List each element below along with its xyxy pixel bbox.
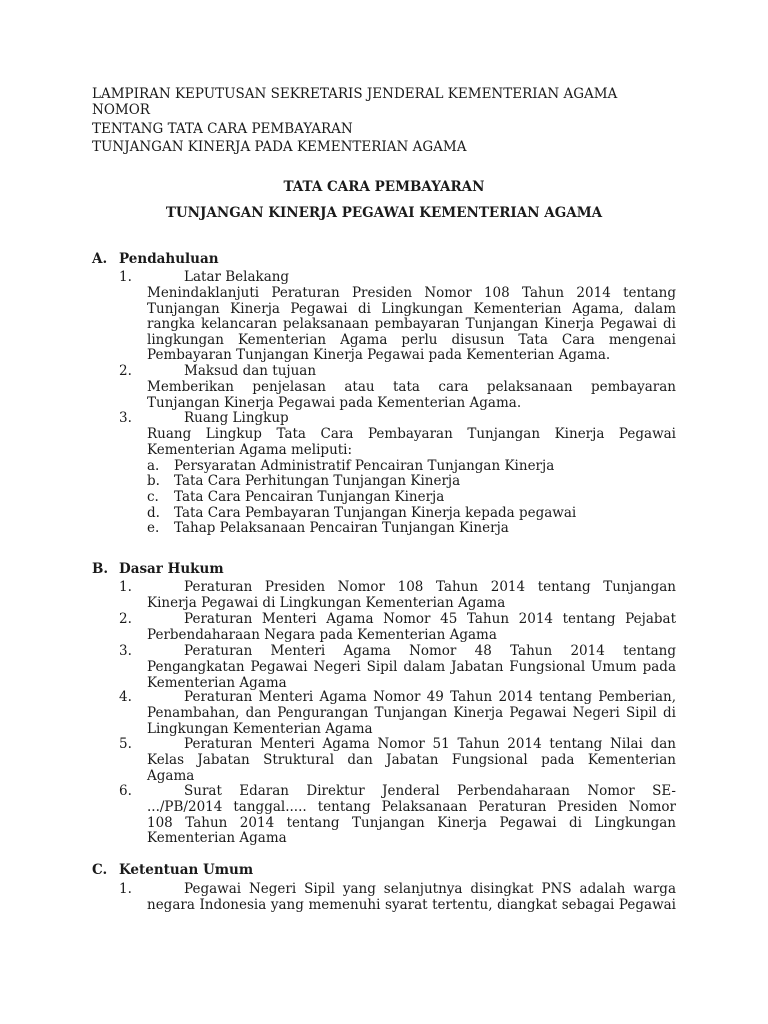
list-item: Persyaratan Administratif Pencairan Tunjangan Kinerja (174, 458, 555, 474)
item-number: 6. (119, 783, 132, 799)
list-item: Tata Cara Perhitungan Tunjangan Kinerja (174, 473, 461, 489)
list-item: Tata Cara Pembayaran Tunjangan Kinerja kepada pegawai (174, 505, 577, 521)
legal-basis-line: Peraturan Menteri Agama Nomor 48 Tahun 2014 tentang (184, 643, 676, 659)
paragraph-line: Agama (147, 767, 195, 784)
paragraph (147, 380, 676, 411)
list-letter: d. (147, 505, 160, 521)
paragraph (147, 800, 676, 847)
legal-basis-line: Peraturan Menteri Agama Nomor 51 Tahun 2014 tentang Nilai dan (184, 736, 676, 752)
paragraph-line: 108 Tahun 2014 tentang Tunjangan Kinerja Pegawai di Lingkungan (147, 814, 676, 831)
item-number: 2. (119, 611, 132, 627)
section-a-title: Pendahuluan (119, 251, 219, 267)
section-c-letter: C. (92, 862, 108, 878)
item-number: 3. (119, 410, 132, 426)
paragraph-line: Kinerja Pegawai di Lingkungan Kementerian Agama (147, 595, 506, 611)
paragraph-line: Ruang Lingkup Tata Cara Pembayaran Tunjangan Kinerja Pegawai (147, 426, 676, 442)
list-item: Tata Cara Pencairan Tunjangan Kinerja (174, 489, 445, 505)
paragraph-line: negara Indonesia yang memenuhi syarat tertentu, diangkat sebagai Pegawai (147, 897, 676, 913)
document-title-line2: TUNJANGAN KINERJA PEGAWAI KEMENTERIAN AGAMA (165, 205, 603, 221)
paragraph (147, 427, 676, 458)
item-number: 3. (119, 643, 132, 659)
paragraph-line: Pengangkatan Pegawai Negeri Sipil dalam Jabatan Fungsional Umum pada (147, 659, 676, 675)
legal-basis-line: Peraturan Menteri Agama Nomor 49 Tahun 2014 tentang Pemberian, (184, 689, 676, 705)
paragraph (147, 286, 676, 364)
item-number: 2. (119, 363, 132, 379)
paragraph (147, 753, 676, 784)
item-subtitle: Latar Belakang (184, 269, 290, 285)
paragraph-line: .../PB/2014 tanggal..... tentang Pelaksanaan Peraturan Presiden Nomor (147, 799, 676, 815)
paragraph-line: Pembayaran Tunjangan Kinerja Pegawai pada Kementerian Agama. (147, 347, 611, 363)
item-number: 1. (119, 881, 132, 897)
paragraph-line: Tunjangan Kinerja Pegawai di Lingkungan Kementerian Agama, dalam (147, 300, 676, 317)
definition-line: Pegawai Negeri Sipil yang selanjutnya disingkat PNS adalah warga (184, 881, 676, 897)
item-number: 5. (119, 736, 132, 752)
header-line: TENTANG TATA CARA PEMBAYARAN (92, 121, 353, 137)
paragraph-line: Memberikan penjelasan atau tata cara pelaksanaan pembayaran (147, 379, 676, 395)
legal-basis-line: Surat Edaran Direktur Jenderal Perbendaharaan Nomor SE- (184, 783, 676, 799)
section-c-title: Ketentuan Umum (119, 862, 254, 878)
section-b-title: Dasar Hukum (119, 561, 224, 577)
section-a-letter: A. (92, 251, 108, 267)
paragraph-line: lingkungan Kementerian Agama perlu disusun Tata Cara mengenai (147, 331, 676, 348)
list-letter: e. (147, 520, 160, 536)
document-title-line1: TATA CARA PEMBAYARAN (283, 179, 485, 195)
paragraph (147, 628, 676, 644)
paragraph (147, 706, 676, 737)
paragraph-line: Kementerian Agama meliputi: (147, 441, 353, 458)
legal-basis-line: Peraturan Menteri Agama Nomor 45 Tahun 2014 tentang Pejabat (184, 611, 676, 627)
header-line: NOMOR (92, 102, 150, 118)
paragraph-line: Kementerian Agama (147, 674, 287, 691)
paragraph (147, 898, 676, 914)
list-letter: b. (147, 473, 160, 489)
paragraph-line: Perbendaharaan Negara pada Kementerian Agama (147, 627, 497, 643)
header-line: TUNJANGAN KINERJA PADA KEMENTERIAN AGAMA (92, 139, 467, 155)
paragraph-line: Kelas Jabatan Struktural dan Jabatan Fungsional pada Kementerian (147, 752, 676, 768)
paragraph (147, 660, 676, 691)
paragraph-line: rangka kelancaran pelaksanaan pembayaran Tunjangan Kinerja Pegawai di (147, 316, 676, 332)
list-item: Tahap Pelaksanaan Pencairan Tunjangan Kinerja (174, 520, 509, 536)
item-subtitle: Ruang Lingkup (184, 410, 289, 426)
item-number: 1. (119, 269, 132, 285)
list-letter: a. (147, 458, 160, 474)
item-subtitle: Maksud dan tujuan (184, 363, 317, 379)
paragraph-line: Kementerian Agama (147, 830, 287, 846)
paragraph (147, 596, 676, 612)
list-letter: c. (147, 489, 159, 505)
item-number: 4. (119, 689, 132, 705)
section-b-letter: B. (92, 561, 109, 577)
paragraph-line: Tunjangan Kinerja Pegawai pada Kementerian Agama. (147, 394, 522, 411)
paragraph-line: Menindaklanjuti Peraturan Presiden Nomor 108 Tahun 2014 tentang (147, 285, 676, 301)
legal-basis-line: Peraturan Presiden Nomor 108 Tahun 2014 tentang Tunjangan (184, 579, 676, 595)
header-line: LAMPIRAN KEPUTUSAN SEKRETARIS JENDERAL KEMENTERIAN AGAMA (92, 86, 618, 102)
paragraph-line: Penambahan, dan Pengurangan Tunjangan Kinerja Pegawai Negeri Sipil di (147, 705, 676, 721)
paragraph-line: Lingkungan Kementerian Agama (147, 720, 373, 737)
item-number: 1. (119, 579, 132, 595)
